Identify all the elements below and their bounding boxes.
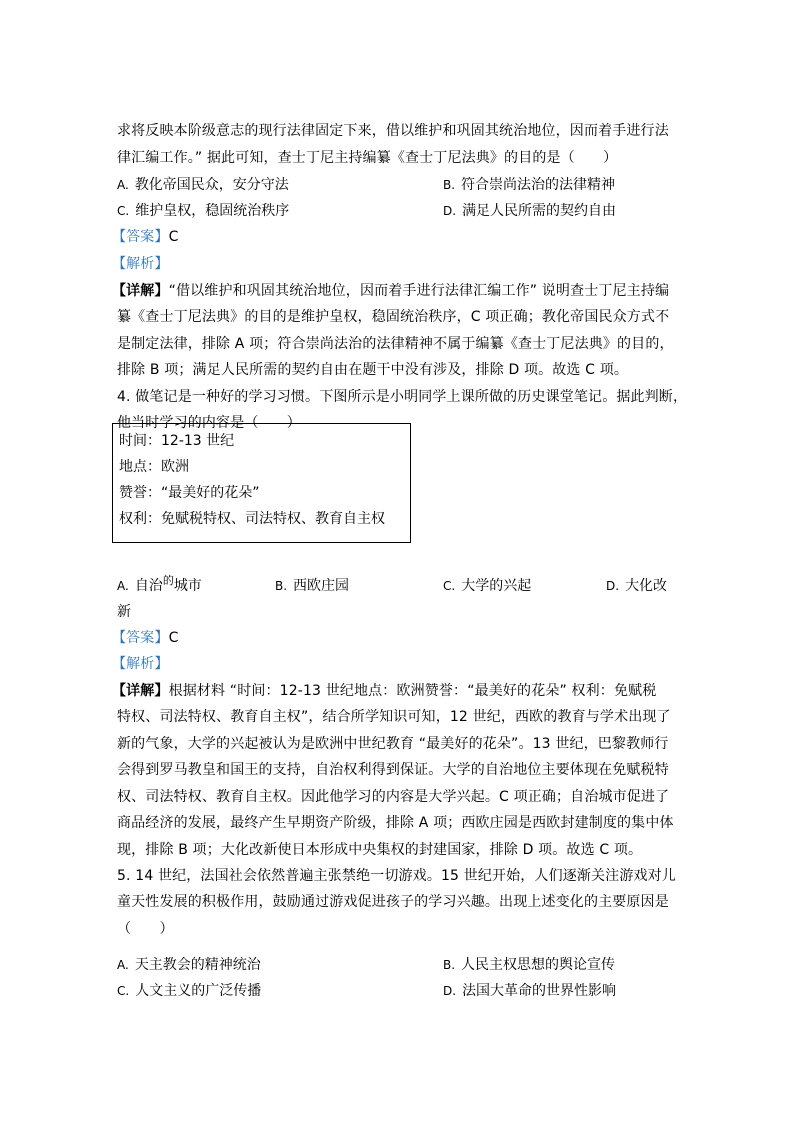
q4-detail-line-4: 会得到罗马教皇和国王的支持，自治权利得到保证。大学的自治地位主要体现在免赋税特 — [117, 762, 669, 778]
q3-stem-line-1: 求将反映本阶级意志的现行法律固定下来，借以维护和巩固其统治地位，因而着手进行法 — [117, 123, 669, 139]
answer-tag: 【答案】 — [112, 229, 169, 245]
q3-option-d: D. 满足人民所需的契约自由 — [443, 203, 617, 219]
q4-stem-line-2: 他当时学习的内容是（ ） — [117, 415, 301, 431]
q4-detail-line-5: 权、司法特权、教育自主权。因此他学习的内容是大学兴起。C 项正确；自治城市促进了 — [117, 789, 670, 805]
q4-detail-line-7: 现，排除 B 项；大化改新使日本形成中央集权的封建国家，排除 D 项。故选 C 项。 — [117, 842, 643, 858]
q5-stem-line-1: 5. 14 世纪，法国社会依然普遍主张禁绝一切游戏。15 世纪开始，人们逐渐关注游戏对儿 — [117, 868, 676, 884]
q3-detail-line-1: 【详解】“借以维护和巩固其统治地位，因而着手进行法律汇编工作” 说明查士丁尼主持编 — [112, 283, 670, 299]
q4-option-b: B. 西欧庄园 — [275, 578, 350, 594]
q5-option-c: C. 人文主义的广泛传播 — [117, 983, 262, 999]
notes-praise: 赞誉：“最美好的花朵” — [119, 485, 260, 501]
q3-option-a: A. 教化帝国民众，安分守法 — [117, 177, 289, 193]
q5-option-a: A. 天主教会的精神统治 — [117, 957, 261, 973]
q3-stem-line-2: 律汇编工作。” 据此可知，查士丁尼主持编纂《查士丁尼法典》的目的是（ ） — [117, 150, 618, 166]
notes-box — [112, 423, 411, 543]
analysis-tag: 【解析】 — [112, 256, 169, 272]
q3-answer — [112, 228, 179, 246]
q3-option-b: B. 符合崇尚法治的法律精神 — [443, 177, 616, 193]
q4-detail-line-1: 【详解】根据材料 “时间：12-13 世纪地点：欧洲赞誉：“最美好的花朵” 权利：免赋税 — [112, 683, 657, 699]
q4-option-d-wrap: 新 — [117, 604, 131, 620]
analysis-tag: 【解析】 — [112, 656, 169, 672]
answer-value: C — [168, 630, 179, 646]
q4-option-a: A. 自治$^的$城市 — [117, 574, 202, 594]
q4-option-c: C. 大学的兴起 — [443, 578, 532, 594]
q3-detail-line-3: 是制定法律，排除 A 项；符合崇尚法治的法律精神不属于编纂《查士丁尼法典》的目的， — [117, 336, 674, 352]
q5-stem-line-3: （ ） — [117, 921, 174, 937]
q4-detail-line-3: 新的气象，大学的兴起被认为是欧洲中世纪教育 “最美好的花朵”。13 世纪，巴黎教师行 — [117, 736, 669, 752]
q5-option-b: B. 人民主权思想的舆论宣传 — [443, 957, 616, 973]
detail-tag: 【详解】 — [112, 283, 169, 299]
answer-value: C — [168, 229, 179, 245]
answer-tag: 【答案】 — [112, 630, 169, 646]
q4-option-d: D. 大化改 — [606, 578, 668, 594]
notes-time: 时间：12-13 世纪 — [119, 433, 235, 449]
q3-analysis-heading — [112, 255, 169, 273]
q3-option-c: C. 维护皇权，稳固统治秩序 — [117, 203, 290, 219]
q4-detail-line-2: 特权、司法特权、教育自主权”，结合所学知识可知，12 世纪，西欧的教育与学术出现了 — [117, 709, 671, 725]
q4-stem-line-1: 4. 做笔记是一种好的学习习惯。下图所示是小明同学上课所做的历史课堂笔记。据此判断， — [117, 389, 688, 405]
q4-analysis-heading — [112, 655, 169, 673]
q5-stem-line-2: 童天性发展的积极作用，鼓励通过游戏促进孩子的学习兴趣。出现上述变化的主要原因是 — [117, 894, 669, 910]
detail-tag: 【详解】 — [112, 683, 169, 699]
q3-detail-line-2: 纂《查士丁尼法典》的目的是维护皇权，稳固统治秩序，C 项正确；教化帝国民众方式不 — [117, 309, 670, 325]
q5-option-d: D. 法国大革命的世界性影响 — [443, 983, 617, 999]
notes-rights: 权利：免赋税特权、司法特权、教育自主权 — [119, 511, 385, 527]
notes-place: 地点：欧洲 — [119, 459, 189, 475]
q3-detail-line-4: 排除 B 项；满足人民所需的契约自由在题干中没有涉及，排除 D 项。故选 C 项。 — [117, 362, 629, 378]
q4-detail-line-6: 商品经济的发展，最终产生早期资产阶级，排除 A 项；西欧庄园是西欧封建制度的集中体 — [117, 815, 674, 831]
q4-answer — [112, 629, 179, 647]
